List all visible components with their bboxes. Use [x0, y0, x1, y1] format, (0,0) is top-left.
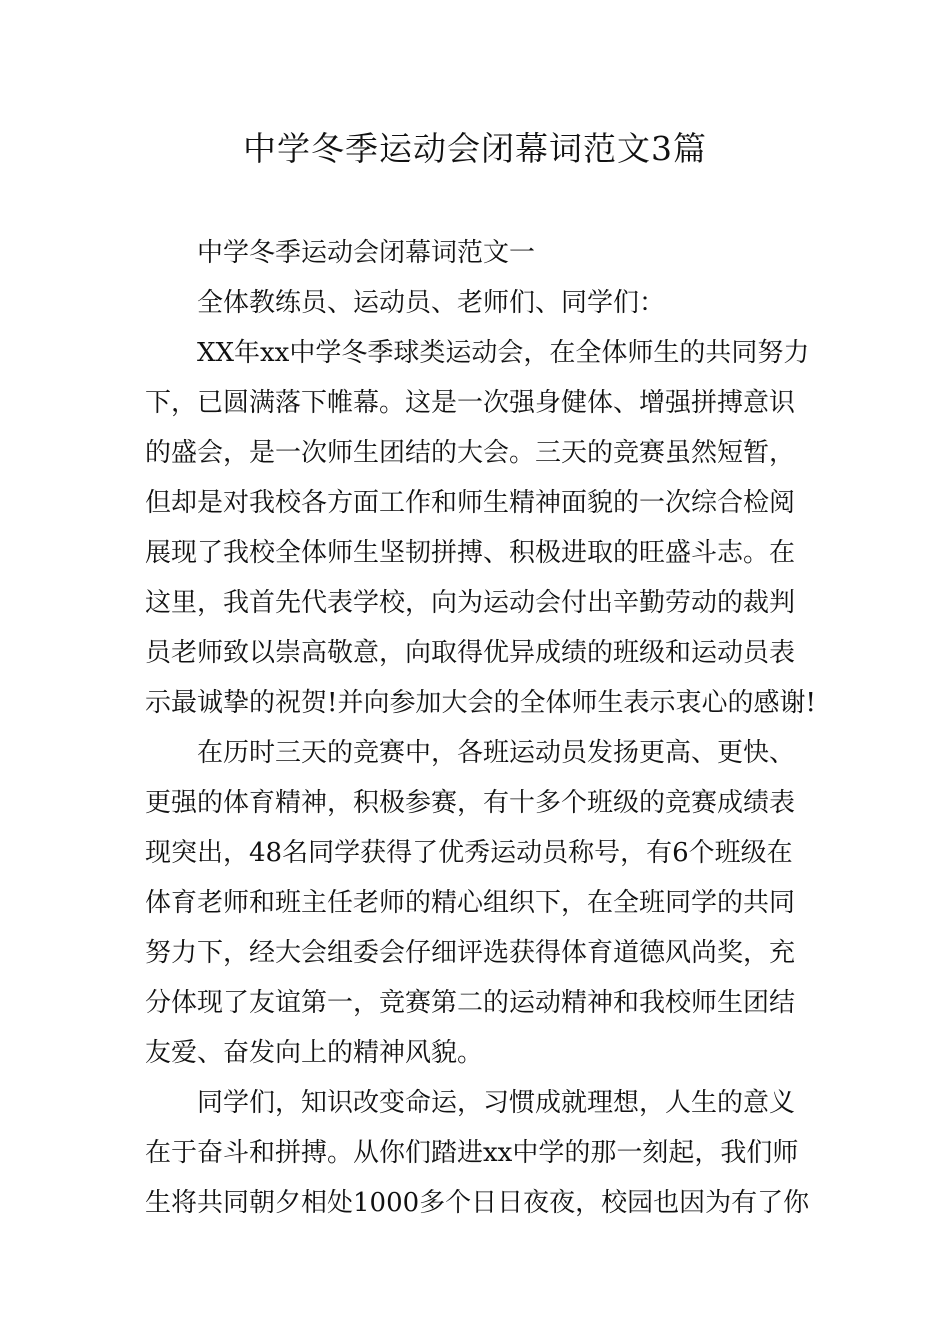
- paragraph-line: 但却是对我校各方面工作和师生精神面貌的一次综合检阅: [145, 488, 796, 518]
- paragraph-line: 分体现了友谊第一，竞赛第二的运动精神和我校师生团结: [145, 988, 796, 1018]
- paragraph-line: 下，已圆满落下帷幕。这是一次强身健体、增强拼搏意识: [145, 388, 796, 418]
- paragraph-line: 努力下，经大会组委会仔细评选获得体育道德风尚奖，充: [145, 938, 796, 968]
- paragraph-line: 更强的体育精神，积极参赛，有十多个班级的竞赛成绩表: [145, 788, 796, 818]
- paragraph-line: 这里，我首先代表学校，向为运动会付出辛勤劳动的裁判: [145, 588, 796, 618]
- document-body: [145, 228, 816, 1228]
- document-title: 中学冬季运动会闭幕词范文3篇: [243, 129, 707, 168]
- paragraph-line: 的盛会，是一次师生团结的大会。三天的竞赛虽然短暂，: [145, 438, 796, 468]
- paragraph-line: 生将共同朝夕相处1000多个日日夜夜，校园也因为有了你: [145, 1188, 810, 1218]
- paragraph-2: [145, 728, 807, 1078]
- paragraph-1: [145, 328, 816, 728]
- paragraph-line: 同学们，知识改变命运，习惯成就理想，人生的意义: [197, 1088, 796, 1118]
- paragraph-line: 全体教练员、运动员、老师们、同学们：: [197, 288, 666, 318]
- paragraph-line: 示最诚挚的祝贺!并向参加大会的全体师生表示衷心的感谢!: [145, 688, 816, 718]
- paragraph-line: 体育老师和班主任老师的精心组织下，在全班同学的共同: [145, 888, 796, 918]
- paragraph-line: 中学冬季运动会闭幕词范文一: [197, 238, 536, 268]
- paragraph-heading: [145, 228, 807, 278]
- paragraph-3: [145, 1078, 810, 1228]
- paragraph-line: 友爱、奋发向上的精神风貌。: [145, 1038, 484, 1068]
- paragraph-line: 员老师致以崇高敬意，向取得优异成绩的班级和运动员表: [145, 638, 796, 668]
- paragraph-line: 现突出，48名同学获得了优秀运动员称号，有6个班级在: [145, 838, 793, 868]
- paragraph-salutation: [145, 278, 807, 328]
- paragraph-line: 展现了我校全体师生坚韧拼搏、积极进取的旺盛斗志。在: [145, 538, 796, 568]
- paragraph-line: 在历时三天的竞赛中，各班运动员发扬更高、更快、: [197, 738, 796, 768]
- paragraph-line: XX年xx中学冬季球类运动会，在全体师生的共同努力: [197, 338, 810, 368]
- paragraph-line: 在于奋斗和拼搏。从你们踏进xx中学的那一刻起，我们师: [145, 1138, 799, 1168]
